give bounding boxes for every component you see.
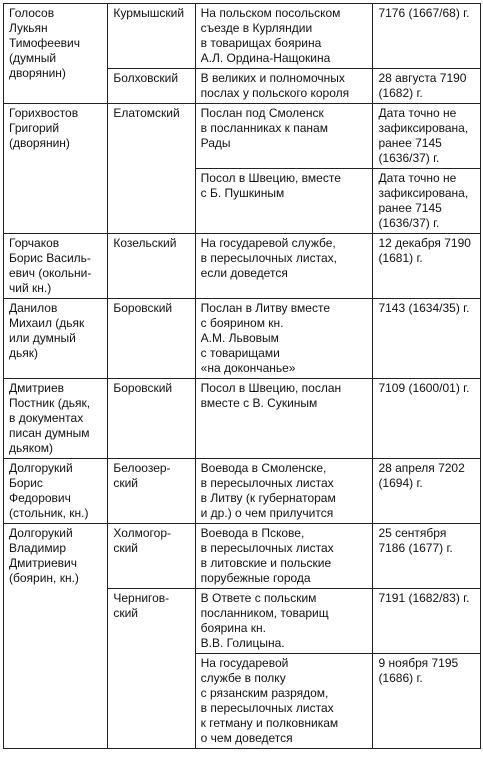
table-row (4, 104, 481, 169)
place-cell: Чернигов- ский (108, 589, 195, 749)
person-cell: Долгорукий Владимир Дмитриевич (боярин, кн.) (4, 524, 108, 749)
person-cell: Дмитриев Постник (дьяк, в документах писан думным дьяком) (4, 379, 108, 459)
description-cell: Воевода в Пскове, в пересылочных листах в литовские и польские порубежные города (195, 524, 373, 589)
date-cell: 28 апреля 7202 (1694) г. (373, 459, 481, 524)
date-cell: Дата точно не зафиксирована, ранее 7145 (1636/37) г. (373, 169, 481, 234)
table-row (4, 459, 481, 524)
date-cell: 12 декабря 7190 (1681) г. (373, 234, 481, 299)
place-cell: Болховский (108, 69, 195, 104)
table-row (4, 524, 481, 589)
date-cell: 9 ноября 7195 (1686) г. (373, 654, 481, 749)
place-cell: Боровский (108, 379, 195, 459)
person-cell: Горчаков Борис Василь- евич (окольни- чий кн.) (4, 234, 108, 299)
person-cell: Данилов Михаил (дьяк или думный дьяк) (4, 299, 108, 379)
person-cell: Горихвостов Григорий (дворянин) (4, 104, 108, 234)
description-cell: В Ответе с польским посланником, товарищ боярина кн. В.В. Голицына. (195, 589, 373, 654)
description-cell: Послан под Смоленск в посланниках к панам Рады (195, 104, 373, 169)
description-cell: На государевой службе в полку с рязанским разрядом, в пересылочных листах к гетману и полковникам о чем доведется (195, 654, 373, 749)
description-cell: В великих и полномочных послах у польского короля (195, 69, 373, 104)
date-cell: Дата точно не зафиксирована, ранее 7145 (1636/37) г. (373, 104, 481, 169)
place-cell: Холмогор- ский (108, 524, 195, 589)
embassy-table (3, 3, 481, 749)
table-row (4, 4, 481, 69)
place-cell: Белоозер- ский (108, 459, 195, 524)
person-cell: Голосов Лукьян Тимофеевич (думный дворянин) (4, 4, 108, 104)
description-cell: На государевой службе, в пересылочных листах, если доведется (195, 234, 373, 299)
place-cell: Елатомский (108, 104, 195, 234)
date-cell: 7109 (1600/01) г. (373, 379, 481, 459)
table-row (4, 234, 481, 299)
description-cell: Воевода в Смоленске, в пересылочных листах в Литву (к губернаторам и др.) о чем прилучится (195, 459, 373, 524)
description-cell: Послан в Литву вместе с боярином кн. А.М. Львовым с товарищами «на докончанье» (195, 299, 373, 379)
table-row (4, 299, 481, 379)
date-cell: 7176 (1667/68) г. (373, 4, 481, 69)
date-cell: 25 сентября 7186 (1677) г. (373, 524, 481, 589)
date-cell: 7191 (1682/83) г. (373, 589, 481, 654)
person-cell: Долгорукий Борис Федорович (стольник, кн.) (4, 459, 108, 524)
description-cell: Посол в Швецию, послан вместе с В. Сукиным (195, 379, 373, 459)
date-cell: 28 августа 7190 (1682) г. (373, 69, 481, 104)
place-cell: Курмышский (108, 4, 195, 69)
table-row (4, 379, 481, 459)
place-cell: Козельский (108, 234, 195, 299)
description-cell: Посол в Швецию, вместе с Б. Пушкиным (195, 169, 373, 234)
description-cell: На польском посольском съезде в Курляндии в товарищах боярина А.Л. Ордина-Нащокина (195, 4, 373, 69)
place-cell: Боровский (108, 299, 195, 379)
date-cell: 7143 (1634/35) г. (373, 299, 481, 379)
